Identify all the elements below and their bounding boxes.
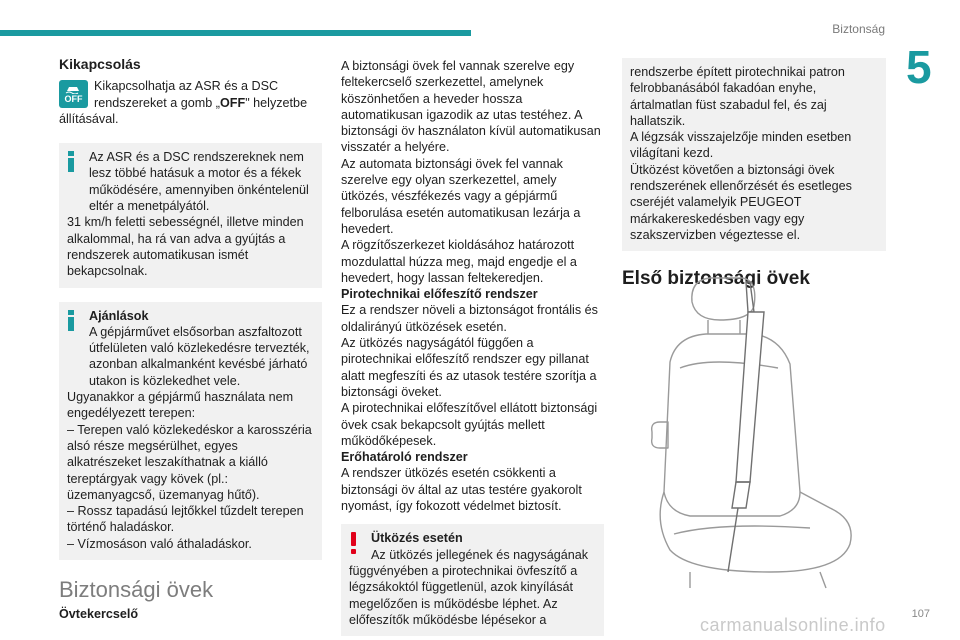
- info2-title: Ajánlások: [89, 308, 149, 323]
- pyro-para-3: A pirotechnikai előfeszítővel ellátott biztonsági övek csak bekapcsolt gyújtás mellett működőképesek.: [341, 401, 598, 448]
- ovtekercselo-heading: Övtekercselő: [59, 607, 139, 622]
- column-right: [622, 58, 886, 298]
- col3-cont-3: Ütközést követően a biztonsági övek rendszerének ellenőrzését és esetleges cseréjét valamelyik PEUGEOT márkakereskedésben vagy egy szakszervizben végeztesse el.: [630, 162, 852, 242]
- pyro-para-1: Ez a rendszer növeli a biztonságot frontális és oldalirányú ütközések esetén.: [341, 303, 598, 334]
- warning-icon: [351, 532, 357, 554]
- info2-line-3: – Terepen való közlekedéskor a karosszéria alsó része megsérülhet, egyes alkatrészeket leszakíthatnak a kiálló tereptárgyak vagy kövek (pl.: üzemanyagcső, üzemanyag hűtő).: [67, 422, 312, 502]
- kikapcsolas-text-a: Kikapcsolhatja az ASR és a DSC rendszereket a gomb „: [94, 79, 279, 110]
- force-limiter-heading: Erőhatároló rendszer: [341, 450, 468, 465]
- info1-line-2: 31 km/h feletti sebességnél, illetve minden alkalommal, ha rá van adva a gyújtás a rendszerek automatikusan ismét bekapcsolnak.: [67, 215, 304, 279]
- warning-box: [341, 524, 604, 636]
- warning-box-continued: [622, 58, 886, 251]
- front-seatbelts-heading: Első biztonsági övek: [622, 268, 810, 290]
- col2-para-2: Az automata biztonsági övek fel vannak szerelve egy olyan szerkezettel, amely ütközés, vészfékezés vagy a gépjármű felborulása esetén automatikusan lezárja a hevedert.: [341, 156, 581, 236]
- warning-text: Az ütközés jellegének és nagyságának függvényében a pirotechnikai övfeszítő a légzsákoktól függetlenül, azok kinyílását megelőzően is működésbe léphet. Az előfeszítők működésbe lépésekor a: [349, 547, 589, 627]
- info1-line-1: Az ASR és a DSC rendszereknek nem lesz többé hatásuk a motor és a fékek működésére, amennyiben önkéntelenül eltér a menetpályától.: [89, 150, 309, 214]
- col3-cont-2: A légzsák visszajelzője minden esetben világítani kezd.: [630, 130, 852, 161]
- col2-para-1: A biztonsági övek fel vannak szerelve egy feltekercselő szerkezettel, amelynek köszönhetően a heveder hossza automatikusan igazodik az utas testéhez. A biztonsági öv használaton kívül automatikusan visszatér a helyére.: [341, 59, 601, 155]
- header-accent-bar: [0, 30, 471, 36]
- info-box-recommendations: [59, 302, 322, 560]
- col3-cont-1: rendszerbe épített pirotechnikai patron felrobbanásából fakadóan enyhe, ártalmatlan füst szabadul fel, és zaj hallatszik.: [630, 65, 845, 128]
- off-icon-label: OFF: [64, 94, 83, 105]
- kikapcsolas-heading: Kikapcsolás: [59, 56, 141, 72]
- info2-line-4: – Rossz tapadású lejtőkkel tűzdelt terepen történő haladáskor.: [67, 504, 304, 535]
- watermark: carmanualsonline.info: [700, 615, 886, 635]
- kikapcsolas-text-c: " helyzetbe állításával.: [59, 95, 308, 126]
- esp-off-icon: [59, 80, 88, 108]
- info-icon: [67, 310, 75, 332]
- seatbelt-illustration: [650, 272, 870, 592]
- info2-line-1: A gépjárművet elsősorban aszfaltozott útfelületen való közlekedésre tervezték, azonban alkalmanként kevésbé járható utakon is közlekedhet vele.: [89, 324, 310, 388]
- info2-line-2: Ugyanakkor a gépjármű használata nem engedélyezett terepen:: [67, 390, 294, 421]
- force-limiter-para: A rendszer ütközés esetén csökkenti a biztonsági öv által az utas testére gyakorolt nyomást, így fokozott védelmet biztosít.: [341, 466, 582, 514]
- info-icon: [67, 151, 75, 173]
- chapter-number: 5: [906, 41, 932, 93]
- kikapcsolas-paragraph: [59, 78, 322, 127]
- info2-line-5: – Vízmosáson való áthaladáskor.: [67, 536, 252, 551]
- skidding-car-icon: [65, 84, 82, 94]
- column-middle: [341, 58, 604, 636]
- pyro-para-2: Az ütközés nagyságától függően a pirotechnikai előfeszítő rendszer egy pillanat alatt megfeszíti és az utasok testére szorítja a biztonsági öveket.: [341, 336, 597, 399]
- section-name: Biztonság: [832, 22, 885, 36]
- column-left: [59, 56, 322, 623]
- kikapcsolas-text-off: OFF: [220, 95, 246, 110]
- section-title: Biztonsági övek: [59, 577, 214, 603]
- info-box-asr: [59, 143, 322, 287]
- col2-para-3: A rögzítőszerkezet kioldásához határozott mozdulattal húzza meg, majd engedje el a hevedert, hogy lassan feltekeredjen.: [341, 238, 577, 285]
- pyro-heading: Pirotechnikai előfeszítő rendszer: [341, 287, 538, 302]
- page-number: 107: [911, 608, 930, 620]
- warning-title: Ütközés esetén: [371, 531, 463, 546]
